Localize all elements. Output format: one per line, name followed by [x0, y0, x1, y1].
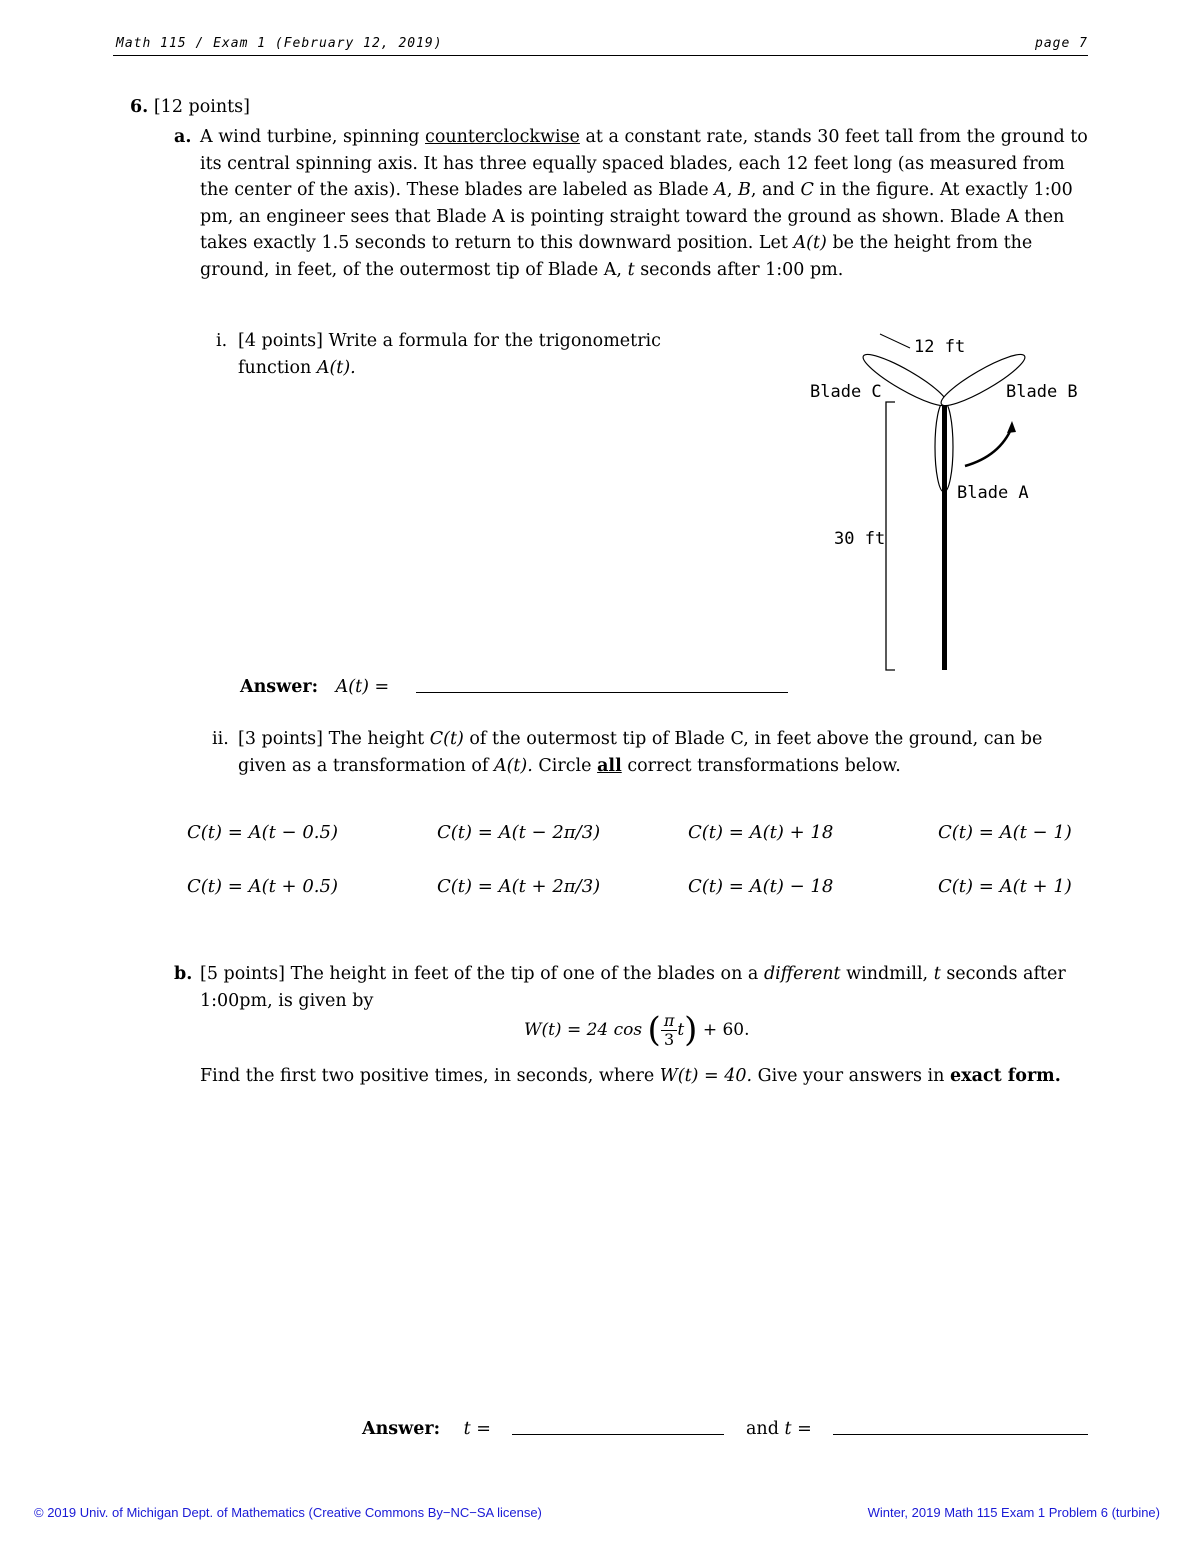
- part-b-label: b.: [174, 964, 193, 984]
- part-b-different: different: [763, 964, 841, 984]
- part-a-text-4: be the height from the ground, in feet, of the outermost tip of Blade A,: [200, 233, 1033, 280]
- answer-2: [362, 1416, 491, 1443]
- part-a-ii-label: ii.: [212, 729, 229, 749]
- w-equation: [524, 1010, 750, 1050]
- option-1[interactable]: C(t) = A(t − 0.5): [187, 822, 339, 843]
- answer-2-and: and: [746, 1419, 779, 1439]
- height-bracket: [886, 402, 895, 670]
- part-b-var-t: t: [933, 964, 941, 984]
- rotation-arrow: [965, 427, 1012, 466]
- blade-c-shape: [858, 347, 951, 412]
- part-a-text-2: at a constant rate, stands 30 feet tall from the ground to its central spinning axis. It has three equally spaced blades, each 12 feet long (as measured from the center of the axis). These blades are labeled as Blade: [200, 127, 1088, 200]
- part-a-underlined: counterclockwise: [425, 127, 580, 147]
- option-8[interactable]: C(t) = A(t + 1): [938, 876, 1072, 897]
- part-b-find: [200, 1063, 1090, 1090]
- w-eq-lparen: (: [647, 1010, 661, 1050]
- answer-2-label: Answer:: [362, 1419, 441, 1439]
- part-a-ii-text-3: Circle: [538, 755, 592, 776]
- blade-a-core: [942, 402, 947, 492]
- turbine-figure: [800, 320, 1100, 690]
- part-b-text-5: Give your answers in: [757, 1066, 945, 1086]
- answer-1-blank[interactable]: [416, 692, 788, 693]
- w-eq-frac-den: 3: [663, 1029, 675, 1049]
- var-t: t: [627, 259, 635, 280]
- w-eq-fraction: [661, 1012, 678, 1049]
- part-b-text-3: seconds after 1:00pm, is given by: [200, 964, 1066, 1011]
- answer-1-expr: A(t) =: [335, 677, 390, 697]
- w-eq-right: + 60.: [702, 1020, 750, 1040]
- w-eq-left: W(t) = 24 cos: [524, 1020, 643, 1040]
- answer-2-expr2: t =: [784, 1419, 812, 1439]
- part-a-text: A wind turbine, spinning counterclockwise at a constant rate, stands 30 feet tall from the ground to its central spinning axis. It has three equally spaced blades, each 12 feet long (as measured from the center of the axis). These blades are labeled as Blade A, B, and C in the figure. At exactly 1:00 pm, an engineer sees that Blade A is pointing straight toward the ground as shown. Blade A then takes exactly 1.5 seconds to return to this downward position. Let A(t) be the height from the ground, in feet, of the outermost tip of Blade A, t seconds after 1:00 pm.: [200, 127, 1088, 280]
- answer-1-label: Answer:: [240, 677, 319, 697]
- option-2[interactable]: C(t) = A(t − 2π/3): [437, 822, 601, 843]
- blade-c-label: Blade C: [810, 382, 882, 402]
- footer-right: Winter, 2019 Math 115 Exam 1 Problem 6 (turbine): [867, 1505, 1160, 1520]
- blade-b-label: Blade B: [1006, 382, 1078, 402]
- height-label: 30 ft: [834, 529, 886, 549]
- blade-b-shape: [936, 347, 1029, 412]
- part-a-ii-func-a: A(t).: [493, 755, 533, 776]
- answer-2-blank-1[interactable]: [512, 1434, 724, 1435]
- part-b-text-4: Find the first two positive times, in seconds, where: [200, 1066, 655, 1086]
- w-eq-var: t: [677, 1020, 685, 1040]
- w-eq-frac-num: π: [661, 1012, 678, 1031]
- part-b-text: [200, 961, 1090, 1014]
- footer-left: © 2019 Univ. of Michigan Dept. of Mathematics (Creative Commons By−NC−SA license): [34, 1505, 542, 1520]
- part-b-text-2: windmill,: [846, 964, 929, 984]
- part-b-cond: W(t) = 40.: [659, 1066, 753, 1086]
- problem-heading: [130, 94, 250, 121]
- part-a-label: a.: [174, 127, 192, 147]
- part-a-i-body: Write a formula for the trigonometric function: [238, 331, 661, 378]
- answer-1: [240, 674, 389, 701]
- problem-number: 6.: [130, 97, 149, 117]
- part-a-text-1: A wind turbine, spinning: [200, 127, 420, 147]
- func-a: A(t): [793, 233, 827, 253]
- part-a-ii-func-c: C(t): [429, 729, 464, 749]
- part-a-ii-text-4: correct transformations below.: [627, 755, 901, 776]
- option-6[interactable]: C(t) = A(t + 2π/3): [437, 876, 601, 897]
- length-label: 12 ft: [914, 337, 966, 357]
- option-4[interactable]: C(t) = A(t − 1): [938, 822, 1072, 843]
- answer-2-expr1: t =: [463, 1419, 491, 1439]
- part-a-ii-all: all: [597, 755, 622, 776]
- part-a-i-text: [238, 328, 698, 381]
- header-left: Math 115 / Exam 1 (February 12, 2019): [116, 36, 443, 51]
- var-b: B: [737, 180, 751, 200]
- rotation-arrowhead: [1007, 421, 1016, 433]
- part-a-i-func: A(t).: [316, 357, 356, 378]
- length-leader-line: [880, 334, 910, 348]
- part-a-ii-text: [238, 726, 1088, 779]
- w-eq-rparen: ): [684, 1010, 698, 1050]
- part-a-ii-text-2: of the outermost tip of Blade C, in feet above the ground, can be given as a transformation of: [238, 729, 1043, 776]
- part-a-i-points: [4 points]: [238, 331, 323, 351]
- option-5[interactable]: C(t) = A(t + 0.5): [187, 876, 339, 897]
- part-b-exact: exact form.: [950, 1066, 1061, 1086]
- part-a-i-label: i.: [216, 331, 228, 351]
- blade-a-label: Blade A: [957, 483, 1029, 503]
- option-7[interactable]: C(t) = A(t) − 18: [688, 876, 834, 897]
- answer-2-blank-2[interactable]: [833, 1434, 1088, 1435]
- part-a-text-5: seconds after 1:00 pm.: [640, 259, 844, 280]
- part-a-ii-text-1: The height: [328, 729, 425, 749]
- part-a-ii-points: [3 points]: [238, 729, 323, 749]
- part-a-text-3: in the figure. At exactly 1:00 pm, an engineer sees that Blade A is pointing straight toward the ground as shown. Blade A then takes exactly 1.5 seconds to return to this downward position. Let: [200, 180, 1073, 253]
- var-c: C: [800, 180, 814, 200]
- var-a: A: [714, 180, 727, 200]
- header-rule: [113, 55, 1088, 56]
- header-right: page 7: [1035, 36, 1088, 51]
- option-3[interactable]: C(t) = A(t) + 18: [688, 822, 834, 843]
- problem-points: [12 points]: [153, 97, 250, 117]
- part-b-points: [5 points]: [200, 964, 285, 984]
- part-b-text-1: The height in feet of the tip of one of the blades on a: [290, 964, 759, 984]
- answer-2-second: [746, 1416, 812, 1443]
